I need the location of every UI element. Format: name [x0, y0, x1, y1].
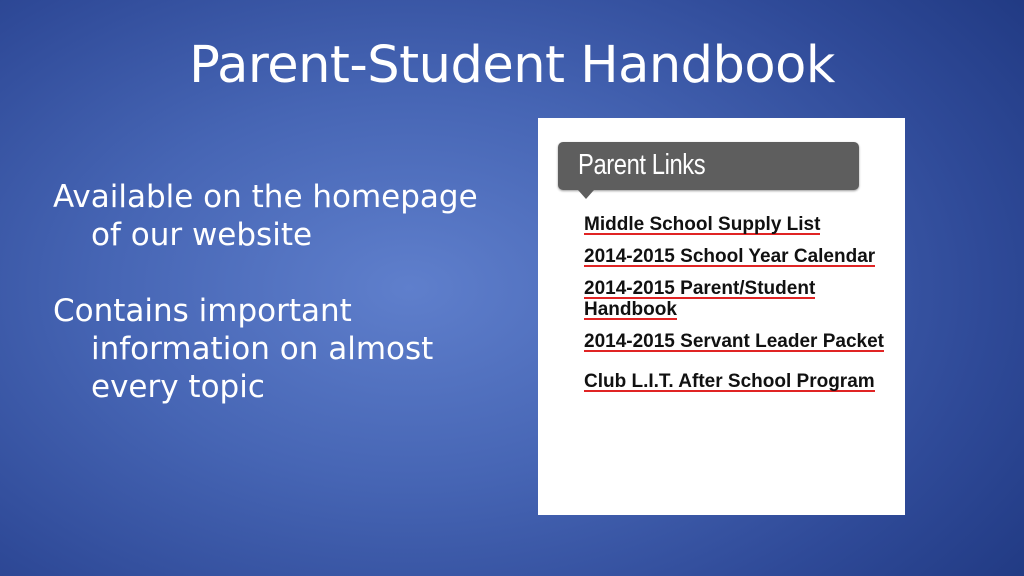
- parent-links-list: [584, 214, 884, 403]
- header-pointer-icon: [578, 190, 594, 199]
- parent-links-header-label: Parent Links: [578, 149, 706, 181]
- link-label: Club L.I.T. After School Program: [584, 371, 875, 392]
- parent-links-panel: [538, 118, 905, 515]
- bullet-item-contents: Contains important information on almost every topic: [53, 293, 434, 405]
- link-school-year-calendar[interactable]: [584, 246, 884, 267]
- link-servant-leader-packet[interactable]: [584, 331, 884, 352]
- link-parent-student-handbook[interactable]: [584, 278, 884, 320]
- parent-links-header: [558, 142, 859, 190]
- link-club-lit-after-school[interactable]: [584, 371, 884, 392]
- link-label: 2014-2015 Parent/Student Handbook: [584, 278, 816, 320]
- bullet-item-availability: Available on the homepage of our website: [53, 179, 478, 253]
- link-label: Middle School Supply List: [584, 214, 821, 235]
- link-label: 2014-2015 School Year Calendar: [584, 246, 876, 267]
- bullet-list: [53, 178, 493, 444]
- slide-title: Parent-Student Handbook: [189, 36, 835, 95]
- link-label: 2014-2015 Servant Leader Packet: [584, 331, 884, 352]
- link-middle-school-supply-list[interactable]: [584, 214, 884, 235]
